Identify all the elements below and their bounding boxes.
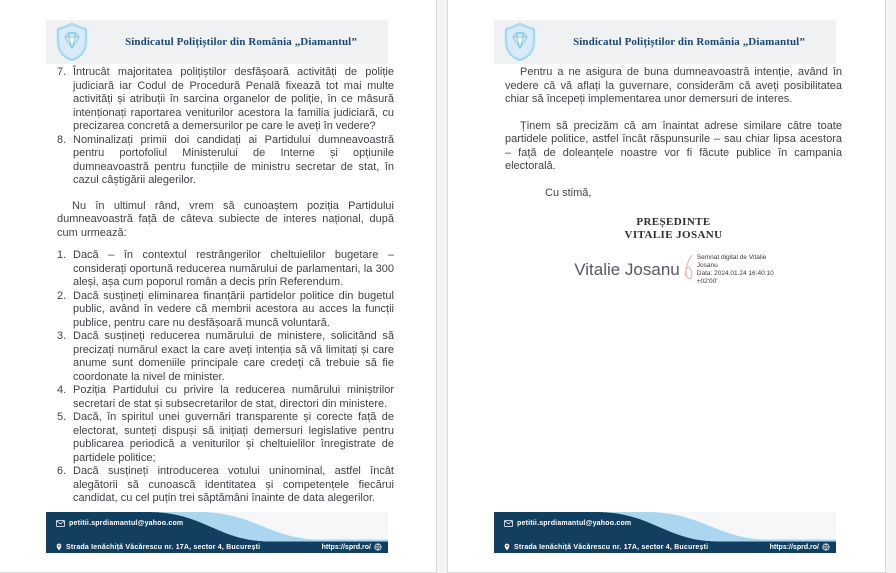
list-item-7 [57,66,394,134]
page-1 [0,0,437,573]
list-text: Întrucât majoritatea polițiștilor desfășoară activități de poliție judiciară iar Codul de Procedură Penală fixează tot mai multe activități și atribuții în sarcina organelor de poliție, în ce măsură intenționați raportarea veniturilor acestora la familia judiciară, cu precizarea concretă a demersurilor pe care le aveți în vedere? [73,66,394,132]
footer-email[interactable] [504,520,631,527]
questions-list [57,249,394,506]
signer-name-caps: VITALIE JOSANU [624,229,723,241]
list-text: Dacă, în spiritul unei guvernări transparente și corecte față de electorat, sunteți dispuși să inițiați demersuri legislative pentru publicarea periodică a veniturilor și cheltuielilor înregistrate de partidele politice; [73,411,394,464]
signature-detail-line: +02'00' [696,277,718,285]
list-number: 2. [57,289,67,302]
footer-address-text: Strada Ienăchiță Văcărescu nr. 17A, sector 4, București [66,543,261,551]
handwritten-signature-icon [682,252,696,288]
union-title: Sindicatul Polițiștilor din România „Diamantul” [573,36,805,48]
closing-salutation: Cu stimă, [545,186,592,199]
globe-icon [822,543,830,551]
list-text: Dacă susțineți reducerea numărului de ministere, solicitând să precizați numărul exact la care aveți intenția să vă limitați și care anume sunt domeniile principale care credeți că trebuie să fie coordonate la nivel de minister. [73,330,394,383]
footer-address-text: Strada Ienăchiță Văcărescu nr. 17A, sector 4, București [514,543,709,551]
page-header-band [46,20,388,64]
paragraph-2: Ținem să precizăm că am înaintat adrese similare către toate partidele politice, astfel încât răspunsurile – sau chiar lipsa acestora – față de doleanțele noastre vor fi făcute publice în campania electorală. [505,119,842,172]
list-text: Dacă susțineți eliminarea finanțării partidelor politice din bugetul public, având în vedere că membrii acestora au acces la funcții publice, pentru care nu desfășoară muncă voluntară. [73,289,394,329]
envelope-icon [56,520,65,527]
footer-url[interactable] [770,543,830,551]
signer-role: PREȘEDINTE [636,216,711,228]
page-2-body [505,66,842,288]
footer-address [56,543,260,551]
union-title: Sindicatul Polițiștilor din România „Diamantul” [125,36,357,48]
signature-detail-line: Data: 2024.01.24 16:40:10 [696,270,774,277]
list-text: Dacă susțineți introducerea votului uninominal, astfel încât alegătorii să cunoască identitatea și competențele fiecărui candidat, cu cel puțin trei săptămâni înainte de data alegerilor. [73,465,394,504]
page-header-band [494,20,836,64]
list-number: 7. [57,66,67,78]
list-number: 1. [57,249,67,261]
signature-detail-line: Josanu [696,262,718,270]
footer-address [504,543,708,551]
footer-email[interactable] [56,520,183,527]
signature-name: Vitalie Josanu [574,260,680,280]
paragraph-1: Pentru a ne asigura de buna dumneavoastră intenție, având în vedere că vă aflați la guvernare, considerăm că aveți posibilitatea chiar să începeți implementarea unor demersuri de interes. [505,66,842,105]
shield-diamond-logo-icon [55,23,89,61]
list-text: Poziția Partidului cu privire la reducerea numărului miniștrilor secretari de stat și subsecretarilor de stat, directori din ministere. [73,384,394,410]
shield-diamond-logo-icon [503,23,537,61]
list-text: Dacă – în contextul restrângerilor cheltuielilor bugetare – considerați oportună reducerea numărului de parlamentari, la 300 aleși, așa cum poporul român a decis prin Referendum. [73,249,394,288]
page-footer [46,512,388,553]
list-item-1 [57,249,394,290]
footer-email-text: petitii.sprdiamantul@yahoo.com [69,520,184,527]
list-item-3 [57,330,394,384]
location-pin-icon [56,543,62,551]
page-footer [494,512,836,553]
globe-icon [374,543,382,551]
list-item-6 [57,465,394,506]
footer-url[interactable] [322,543,382,551]
list-number: 8. [57,133,67,146]
list-item-5 [57,411,394,465]
signer-title-block [505,216,842,242]
digital-signature-block [507,252,844,288]
list-number: 5. [57,411,67,423]
intro-paragraph: Nu în ultimul rând, vrem să cunoaștem poziția Partidului dumneavoastră față de câteva subiecte de interes național, după cum urmează: [57,199,394,239]
list-item-8 [57,134,394,188]
footer-url-text: https://sprd.ro/ [769,543,819,551]
location-pin-icon [504,543,510,551]
list-item-4 [57,384,394,411]
list-number: 4. [57,384,67,396]
page-2 [447,0,886,573]
footer-url-text: https://sprd.ro/ [321,543,371,551]
list-number: 3. [57,330,67,342]
page-1-body [57,66,394,506]
envelope-icon [504,520,513,527]
signature-details [697,254,777,285]
list-number: 6. [57,465,67,477]
footer-email-text: petitii.sprdiamantul@yahoo.com [517,520,632,527]
list-item-2 [57,290,394,331]
signature-detail-line: Semnat digital de Vitalie [696,254,767,262]
list-text: Nominalizați primii doi candidați ai Partidului dumneavoastră pentru portofoliul Ministerului de Interne și opțiunile dumneavoastră pentru funcțiile de ministru secretar de stat, în cazul câștigării alegerilor. [73,133,394,186]
